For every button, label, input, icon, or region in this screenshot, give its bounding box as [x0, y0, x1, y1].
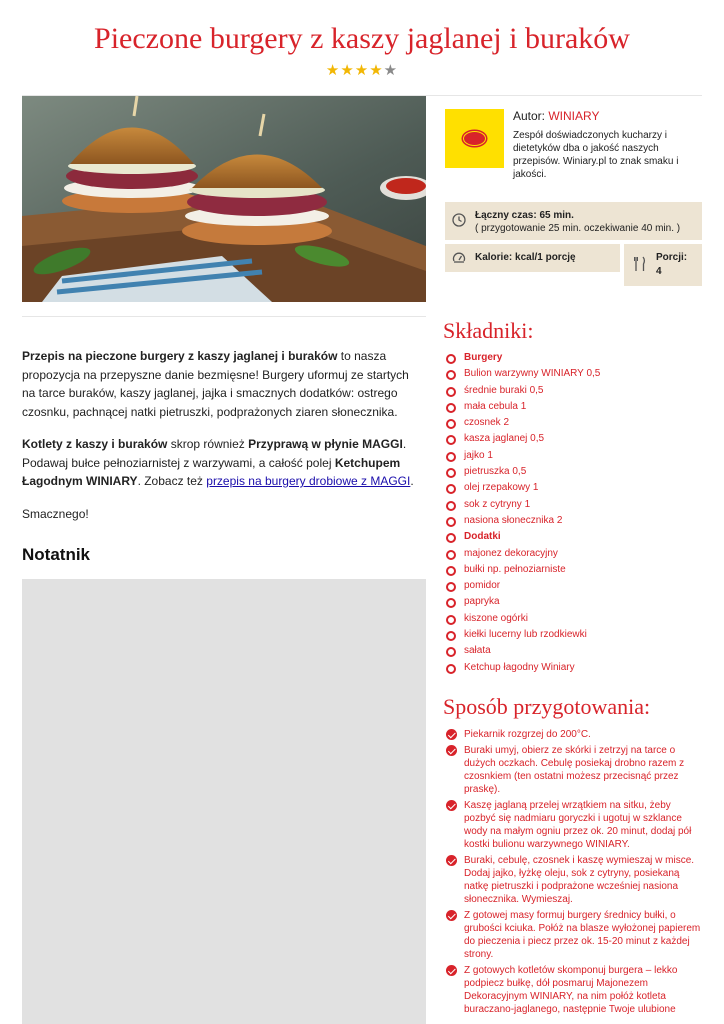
step-text: Z gotowych kotletów skomponuj burgera – lekko podpiecz bułkę, dół posmaruj Majonezem Dekoracyjnym WINIARY, na nim połóż kotleta buraczano-jaglanego, następnie Twoje ulubione — [464, 965, 678, 1015]
ingredient-text: olej rzepakowy 1 — [464, 482, 539, 494]
method-step — [446, 854, 704, 906]
ingredient-text: średnie buraki 0,5 — [464, 384, 544, 396]
circle-bullet-icon — [446, 403, 456, 413]
intro-bold: Przyprawą w płynie MAGGI — [248, 437, 403, 451]
author-label: Autor: — [513, 109, 546, 123]
clock-icon — [452, 213, 466, 227]
check-icon[interactable] — [446, 729, 457, 740]
ingredient-item — [446, 400, 706, 416]
ingredient-item — [446, 384, 706, 400]
circle-bullet-icon — [446, 484, 456, 494]
intro-bold-title: Przepis na pieczone burgery z kaszy jaglanej i buraków — [22, 349, 338, 363]
ingredient-text: czosnek 2 — [464, 417, 510, 429]
total-time: Łączny czas: 65 min. — [475, 210, 574, 221]
circle-bullet-icon — [446, 354, 456, 364]
check-icon[interactable] — [446, 965, 457, 976]
intro-text: . Podawaj bułce pełnoziarnistej z warzywami, a całość polej — [22, 437, 407, 470]
ingredient-item — [446, 628, 706, 644]
rating-stars[interactable] — [0, 63, 724, 79]
circle-bullet-icon — [446, 501, 456, 511]
ingredient-text: pomidor — [464, 580, 501, 592]
star-icon[interactable]: ★ — [325, 62, 341, 79]
ingredient-text: kasza jaglanej 0,5 — [464, 433, 545, 445]
ingredient-text: jajko 1 — [464, 449, 493, 461]
ingredient-text: pietruszka 0,5 — [464, 466, 527, 478]
intro-text: skrop również — [167, 437, 249, 451]
intro-bold: Ketchupem Łagodnym WINIARY — [22, 455, 401, 488]
ingredient-item — [446, 661, 706, 677]
calories-box — [445, 244, 620, 272]
calories: Kalorie: kcal/1 porcję — [475, 252, 576, 263]
method-step — [446, 744, 704, 796]
ingredient-text: Ketchup łagodny Winiary — [464, 661, 575, 673]
intro-paragraph-1 — [22, 347, 424, 421]
ingredient-text: sok z cytryny 1 — [464, 498, 531, 510]
check-icon[interactable] — [446, 745, 457, 756]
method-step — [446, 909, 704, 961]
ingredient-item — [446, 579, 706, 595]
method-step — [446, 799, 704, 851]
circle-bullet-icon — [446, 452, 456, 462]
method-step — [446, 964, 704, 1016]
ingredient-item — [446, 612, 706, 628]
circle-bullet-icon — [446, 647, 456, 657]
notes-heading: Notatnik — [22, 545, 90, 564]
circle-bullet-icon — [446, 517, 456, 527]
circle-bullet-icon — [446, 566, 456, 576]
ingredient-text: nasiona słonecznika 2 — [464, 514, 563, 526]
ingredients-list — [446, 351, 706, 677]
author-name-link[interactable]: WINIARY — [548, 109, 600, 123]
circle-bullet-icon — [446, 533, 456, 543]
ingredient-item — [446, 547, 706, 563]
step-text: Buraki, cebulę, czosnek i kaszę wymieszaj w misce. Dodaj jajko, łyżkę oleju, sok z cytryny, posiekaną natkę pietruszki i podprażone wcześniej nasiona słonecznika. Wymieszaj. — [464, 855, 695, 905]
gauge-icon — [452, 251, 466, 265]
ingredients-heading: Składniki: — [443, 318, 534, 343]
author-line — [513, 109, 599, 123]
circle-bullet-icon — [446, 370, 456, 380]
star-icon[interactable]: ★ — [340, 62, 355, 79]
circle-bullet-icon — [446, 387, 456, 397]
winiary-logo[interactable] — [445, 109, 504, 168]
star-icon[interactable]: ★ — [354, 62, 370, 79]
step-text: Piekarnik rozgrzej do 200°C. — [464, 729, 591, 740]
method-heading: Sposób przygotowania: — [443, 694, 651, 719]
circle-bullet-icon — [446, 598, 456, 608]
recipe-intro — [22, 347, 424, 537]
ingredient-text: Dodatki — [464, 531, 501, 543]
intro-text: . Zobacz też — [137, 474, 207, 488]
step-text: Kaszę jaglaną przelej wrzątkiem na sitku, żeby pozbyć się nadmiaru goryczki i ugotuj w szklance wody na małym ogniu przez ok. 20 minut, dodaj pół kostki bulionu warzywnego WINIARY. — [464, 800, 692, 850]
ingredient-text: majonez dekoracyjny — [464, 547, 558, 559]
ingredient-group — [446, 351, 706, 367]
ingredient-item — [446, 644, 706, 660]
ingredient-text: bułki np. pełnoziarniste — [464, 563, 566, 575]
recipe-title: Pieczone burgery z kaszy jaglanej i buraków — [94, 22, 630, 55]
ingredient-item — [446, 367, 706, 383]
circle-bullet-icon — [446, 631, 456, 641]
step-text: Z gotowej masy formuj burgery średnicy bułki, o grubości kciuka. Połóż na blasze wyłożonej papierem do pieczenia i piecz przez ok. 15-20 minut z każdej strony. — [464, 910, 701, 960]
ingredient-text: Burgery — [464, 352, 503, 363]
ingredient-item — [446, 416, 706, 432]
ingredient-item — [446, 481, 706, 497]
step-text: Buraki umyj, obierz ze skórki i zetrzyj na tarce o dużych oczkach. Cebulę posiekaj drobno razem z czosnkiem (ten ostatni możesz przecisnąć przez praskę). — [464, 745, 685, 795]
check-icon[interactable] — [446, 855, 457, 866]
time-detail: ( przygotowanie 25 min. oczekiwanie 40 min. ) — [475, 223, 681, 234]
ingredient-text: Bulion warzywny WINIARY 0,5 — [464, 368, 601, 380]
circle-bullet-icon — [446, 550, 456, 560]
method-step — [446, 728, 704, 741]
cutlery-icon — [634, 256, 646, 272]
ingredient-item — [446, 563, 706, 579]
intro-paragraph-3: Smacznego! — [22, 506, 89, 521]
author-description: Zespół doświadczonych kucharzy i dietetyków dba o jakość naszych przepisów. Winiary.pl to znak smaku i jakości. — [513, 130, 679, 180]
ingredient-item — [446, 498, 706, 514]
method-steps — [446, 728, 704, 1019]
ingredient-item — [446, 465, 706, 481]
circle-bullet-icon — [446, 664, 456, 674]
circle-bullet-icon — [446, 582, 456, 592]
circle-bullet-icon — [446, 615, 456, 625]
check-icon[interactable] — [446, 800, 457, 811]
ingredient-text: mała cebula 1 — [464, 400, 527, 412]
portions-box — [624, 244, 702, 286]
portions-value: 4 — [656, 266, 662, 277]
ingredient-text: sałata — [464, 645, 491, 657]
star-icon[interactable]: ★ — [369, 62, 384, 79]
intro-bold: Kotlety z kaszy i buraków — [22, 437, 168, 451]
ingredient-item — [446, 449, 706, 465]
star-icon[interactable]: ★ — [383, 62, 399, 79]
related-recipe-link[interactable]: przepis na burgery drobiowe z MAGGI — [206, 474, 411, 488]
ingredient-item — [446, 432, 706, 448]
circle-bullet-icon — [446, 435, 456, 445]
ingredient-text: papryka — [464, 596, 500, 608]
intro-text: . — [410, 474, 414, 488]
circle-bullet-icon — [446, 468, 456, 478]
portions-label: Porcji: — [656, 252, 688, 263]
intro-text: to nasza propozycja na przepyszne danie bezmięsne! Burgery uformuj ze startych na tarce buraków, kaszy jaglanej, jajka i smacznych dodatków: ostrego czosnku, pachnącej natki pietruszki, podprażonych ziaren słonecznika. — [22, 349, 409, 419]
notes-area[interactable] — [22, 579, 426, 1024]
total-time-box — [445, 202, 702, 240]
ingredient-item — [446, 595, 706, 611]
ingredient-text: kiszone ogórki — [464, 612, 528, 624]
ingredient-text: kiełki lucerny lub rzodkiewki — [464, 629, 587, 641]
ingredient-group — [446, 530, 706, 546]
ingredient-item — [446, 514, 706, 530]
circle-bullet-icon — [446, 419, 456, 429]
check-icon[interactable] — [446, 910, 457, 921]
recipe-photo — [22, 96, 426, 302]
intro-paragraph-2 — [22, 435, 424, 491]
